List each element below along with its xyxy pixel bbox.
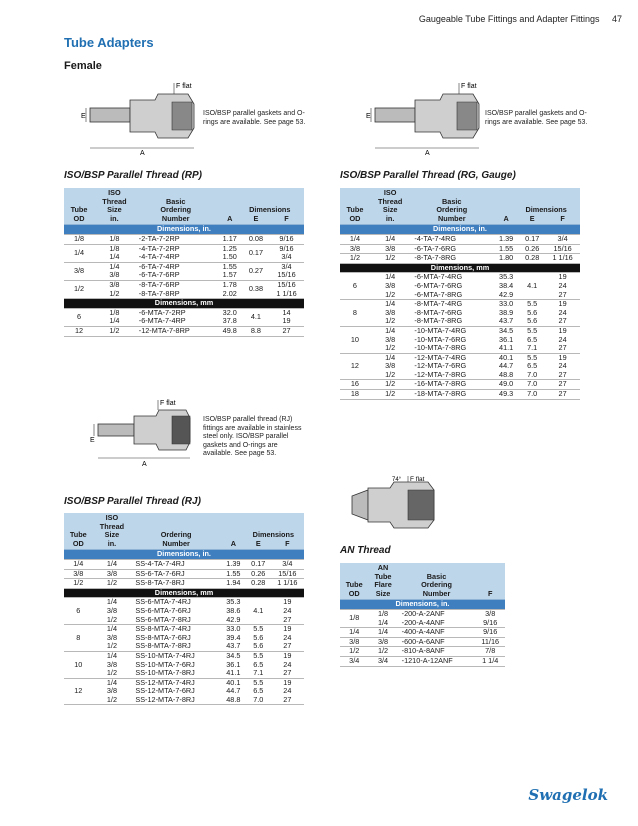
table-cell: 27: [545, 390, 580, 400]
table-row: [340, 628, 505, 638]
table-cell: 1/4: [340, 234, 370, 244]
table-row: [64, 625, 304, 652]
col-tube-od: Tube OD: [64, 513, 93, 550]
table-row: [340, 656, 505, 666]
table-cell: 4.1: [246, 598, 271, 625]
table-cell: 49.3: [493, 390, 519, 400]
table-cell: -6-TA-7-4RP -6-TA-7-6RP: [135, 262, 217, 280]
table-cell: 1/4: [370, 234, 411, 244]
fitting-diagram-an: [342, 474, 452, 536]
table-cell: 1.55: [221, 569, 246, 579]
table-cell: 1/4 3/8 1/2: [93, 625, 132, 652]
table-cell: -18-MTA-7-8RG: [410, 390, 493, 400]
flat-label: F flat: [410, 476, 425, 483]
table-cell: 1/8 1/4: [94, 308, 135, 326]
col-ordering: Basic Ordering Number: [398, 563, 476, 600]
table-cell: 1/4 3/8 1/2: [370, 273, 411, 300]
table-cell: -400-A-4ANF: [398, 628, 476, 638]
col-iso-size: ISO Thread Size in.: [370, 188, 411, 225]
units-band: [64, 225, 304, 235]
table-cell: 3/4: [545, 234, 580, 244]
table-cell: 3/4 15/16: [269, 262, 304, 280]
flat-label: F flat: [176, 83, 192, 90]
table-cell: 34.5 36.1 41.1: [221, 651, 246, 678]
table-cell: 7.0: [519, 380, 545, 390]
table-cell: 1 1/16: [271, 579, 304, 589]
swagelok-logo: Swagelok: [528, 786, 608, 804]
table-cell: SS-8-MTA-7-4RJ SS-8-MTA-7-6RJ SS-8-MTA-7-8RJ: [131, 625, 221, 652]
table-cell: -600-A-6ANF: [398, 637, 476, 647]
table-cell: 33.0 38.9 43.7: [493, 300, 519, 327]
table-cell: 35.3 38.4 42.9: [493, 273, 519, 300]
table-cell: 3/8: [340, 637, 368, 647]
table-row: [340, 609, 505, 627]
table-cell: 27: [545, 380, 580, 390]
table-cell: 1 1/16: [545, 254, 580, 264]
table-cell: 8.8: [243, 326, 269, 336]
table-cell: 1.80: [493, 254, 519, 264]
table-cell: SS-6-MTA-7-4RJ SS-6-MTA-7-6RJ SS-6-MTA-7-8RJ: [131, 598, 221, 625]
units-band-label: Dimensions, mm: [64, 588, 304, 598]
page-number: 47: [611, 14, 622, 24]
table-cell: 0.27: [243, 262, 269, 280]
table-cell: 3/8: [64, 262, 94, 280]
table-cell: 1/8: [340, 609, 368, 627]
table-cell: 12: [64, 678, 93, 705]
table-cell: 9/16: [475, 628, 505, 638]
table-cell: 5.5 6.5 7.1: [246, 651, 271, 678]
a-label: A: [142, 461, 147, 468]
table-cell: 6: [340, 273, 370, 300]
col-f: F: [545, 188, 580, 225]
rp-table: [64, 188, 304, 337]
an-table-title: AN Thread: [340, 545, 391, 556]
units-band-label: Dimensions, mm: [340, 263, 580, 273]
table-row: [64, 598, 304, 625]
table-cell: 32.0 37.8: [217, 308, 243, 326]
table-cell: 27: [269, 326, 304, 336]
table-cell: 3/8: [368, 637, 397, 647]
table-row: [340, 234, 580, 244]
table-cell: -10-MTA-7-4RG -10-MTA-7-6RG -10-MTA-7-8RG: [410, 326, 493, 353]
table-cell: 3/8: [340, 244, 370, 254]
table-row: [64, 308, 304, 326]
e-label: E: [90, 437, 95, 444]
table-cell: 5.5 5.6 5.6: [246, 625, 271, 652]
table-cell: -6-MTA-7-4RG -6-MTA-7-6RG -6-MTA-7-8RG: [410, 273, 493, 300]
header-title: Gaugeable Tube Fittings and Adapter Fittings: [418, 14, 600, 24]
table-cell: 1/4: [64, 559, 93, 569]
table-cell: 49.8: [217, 326, 243, 336]
table-cell: 10: [340, 326, 370, 353]
col-a: Dimensions A: [493, 188, 519, 225]
table-cell: 1/8: [94, 234, 135, 244]
table-row: [64, 262, 304, 280]
table-cell: 9/16: [269, 234, 304, 244]
table-cell: 0.28: [246, 579, 271, 589]
table-cell: 1.39: [493, 234, 519, 244]
table-cell: 1/2: [370, 380, 411, 390]
table-cell: -4-TA-7-2RP -4-TA-7-4RP: [135, 244, 217, 262]
table-cell: 1.55 1.57: [217, 262, 243, 280]
angle-label: 74°: [392, 477, 402, 483]
fitting-diagram-rp: [80, 78, 200, 156]
rp-table-body: [64, 225, 304, 336]
units-band-label: Dimensions, in.: [64, 550, 304, 560]
table-cell: 4.1: [243, 308, 269, 326]
col-an-size: AN Tube Flare Size: [368, 563, 397, 600]
table-cell: 8: [340, 300, 370, 327]
table-cell: 1 1/4: [475, 656, 505, 666]
col-e: E: [243, 188, 269, 225]
table-cell: -12-MTA-7-8RP: [135, 326, 217, 336]
table-cell: -810-A-8ANF: [398, 647, 476, 657]
fitting-diagram-rj: [90, 398, 200, 468]
table-cell: SS-6-TA-7-6RJ: [131, 569, 221, 579]
units-band: [340, 225, 580, 235]
table-cell: 1/2: [94, 326, 135, 336]
table-cell: 5.5 6.5 7.0: [519, 353, 545, 380]
e-label: E: [81, 113, 86, 120]
table-cell: 1.39: [221, 559, 246, 569]
table-cell: 40.1 44.7 48.8: [221, 678, 246, 705]
table-cell: 1/4: [93, 559, 132, 569]
col-ordering: Basic Ordering Number: [410, 188, 493, 225]
table-row: [64, 651, 304, 678]
table-cell: SS-12-MTA-7-4RJ SS-12-MTA-7-6RJ SS-12-MTA-7-8RJ: [131, 678, 221, 705]
col-tube-od: Tube OD: [340, 563, 368, 600]
rj-table: [64, 513, 304, 705]
table-row: [340, 300, 580, 327]
table-cell: 5.5 6.5 7.1: [519, 326, 545, 353]
table-cell: 7.0: [519, 390, 545, 400]
table-cell: 19 24 27: [545, 273, 580, 300]
table-cell: 19 24 27: [271, 625, 304, 652]
table-cell: 0.17: [243, 244, 269, 262]
table-cell: 15/16: [271, 569, 304, 579]
col-ordering: Ordering Number: [131, 513, 221, 550]
table-cell: 1/4 3/8 1/2: [370, 300, 411, 327]
section-title: Tube Adapters: [64, 35, 154, 50]
subsection-title: Female: [64, 60, 102, 72]
table-cell: 4.1: [519, 273, 545, 300]
table-cell: -6-MTA-7-2RP -6-MTA-7-4RP: [135, 308, 217, 326]
table-row: [340, 254, 580, 264]
note-iso-bsp-right: ISO/BSP parallel gaskets and O-rings are available. See page 53.: [485, 110, 588, 126]
table-cell: 0.08: [243, 234, 269, 244]
table-cell: 15/16: [545, 244, 580, 254]
table-cell: 34.5 36.1 41.1: [493, 326, 519, 353]
col-tube-od: Tube OD: [340, 188, 370, 225]
table-cell: -8-MTA-7-4RG -8-MTA-7-6RG -8-MTA-7-8RG: [410, 300, 493, 327]
table-row: [340, 390, 580, 400]
table-cell: 1/2: [370, 254, 411, 264]
rp-table-title: ISO/BSP Parallel Thread (RP): [64, 170, 203, 181]
table-cell: 1/2: [340, 647, 368, 657]
table-cell: 3/8 1/2: [94, 280, 135, 298]
table-cell: -8-TA-7-8RG: [410, 254, 493, 264]
table-cell: 9/16 3/4: [269, 244, 304, 262]
table-cell: -2-TA-7-2RP: [135, 234, 217, 244]
rg-table: [340, 188, 580, 400]
table-row: [64, 678, 304, 705]
note-rj: ISO/BSP parallel thread (RJ) fittings are available in stainless steel only. ISO/BSP parallel gaskets and O-rings are available. See page 53.: [203, 416, 302, 457]
table-cell: 3/8: [370, 244, 411, 254]
col-iso-size: ISO Thread Size in.: [93, 513, 132, 550]
table-cell: 0.26: [519, 244, 545, 254]
table-cell: 1.78 2.02: [217, 280, 243, 298]
table-cell: 1/2: [93, 579, 132, 589]
table-row: [340, 647, 505, 657]
table-cell: 15/16 1 1/16: [269, 280, 304, 298]
table-cell: -4-TA-7-4RG: [410, 234, 493, 244]
rg-table-title: ISO/BSP Parallel Thread (RG, Gauge): [340, 170, 516, 181]
col-tube-od: Tube OD: [64, 188, 94, 225]
table-cell: 1.25 1.50: [217, 244, 243, 262]
table-cell: 1.55: [493, 244, 519, 254]
table-cell: 0.26: [246, 569, 271, 579]
table-cell: 1/4: [368, 628, 397, 638]
table-row: [340, 353, 580, 380]
table-cell: SS-4-TA-7-4RJ: [131, 559, 221, 569]
table-cell: 1.94: [221, 579, 246, 589]
units-band: [64, 299, 304, 309]
table-cell: 49.0: [493, 380, 519, 390]
table-cell: 1/8 1/4: [368, 609, 397, 627]
table-cell: 3/8 9/16: [475, 609, 505, 627]
col-f: F: [271, 513, 304, 550]
col-e: E: [246, 513, 271, 550]
table-cell: 3/8: [64, 569, 93, 579]
table-cell: 3/4: [340, 656, 368, 666]
a-label: A: [140, 150, 145, 156]
table-cell: 1/2: [64, 579, 93, 589]
table-cell: 1/2: [340, 254, 370, 264]
table-cell: 33.0 39.4 43.7: [221, 625, 246, 652]
table-cell: 0.38: [243, 280, 269, 298]
table-cell: 1/4: [64, 244, 94, 262]
table-cell: 0.28: [519, 254, 545, 264]
units-band-label: Dimensions, in.: [340, 225, 580, 235]
a-label: A: [425, 150, 430, 156]
table-cell: 1/4 3/8: [94, 262, 135, 280]
table-cell: 7/8: [475, 647, 505, 657]
table-cell: 1/4 3/8 1/2: [93, 598, 132, 625]
page-header: [419, 14, 622, 24]
table-cell: 8: [64, 625, 93, 652]
table-cell: 35.3 38.6 42.9: [221, 598, 246, 625]
table-cell: 14 19: [269, 308, 304, 326]
table-cell: 18: [340, 390, 370, 400]
note-iso-bsp-left: ISO/BSP parallel gaskets and O-rings are available. See page 53.: [203, 110, 306, 126]
table-cell: 6: [64, 598, 93, 625]
table-cell: 3/4: [368, 656, 397, 666]
rj-table-title: ISO/BSP Parallel Thread (RJ): [64, 496, 201, 507]
table-cell: -8-TA-7-6RP -8-TA-7-8RP: [135, 280, 217, 298]
table-cell: -200-A-2ANF -200-A-4ANF: [398, 609, 476, 627]
an-table-body: [340, 600, 505, 666]
table-row: [64, 280, 304, 298]
table-cell: 1/8 1/4: [94, 244, 135, 262]
table-row: [340, 244, 580, 254]
table-cell: SS-10-MTA-7-4RJ SS-10-MTA-7-6RJ SS-10-MTA-7-8RJ: [131, 651, 221, 678]
table-cell: 1.17: [217, 234, 243, 244]
table-cell: 5.5 5.6 5.6: [519, 300, 545, 327]
col-iso-size: ISO Thread Size in.: [94, 188, 135, 225]
table-row: [340, 326, 580, 353]
units-band-label: Dimensions, in.: [340, 600, 505, 610]
table-cell: 40.1 44.7 48.8: [493, 353, 519, 380]
table-cell: 1/4: [340, 628, 368, 638]
table-cell: 16: [340, 380, 370, 390]
table-cell: 12: [340, 353, 370, 380]
table-cell: 3/8: [93, 569, 132, 579]
table-cell: -6-TA-7-6RG: [410, 244, 493, 254]
table-cell: -12-MTA-7-4RG -12-MTA-7-6RG -12-MTA-7-8RG: [410, 353, 493, 380]
table-row: [340, 273, 580, 300]
col-f: F: [269, 188, 304, 225]
an-table: [340, 563, 505, 667]
fitting-diagram-rg: [365, 78, 485, 156]
table-cell: 19 24 27: [545, 326, 580, 353]
table-row: [64, 559, 304, 569]
e-label: E: [366, 113, 371, 120]
col-ordering: Basic Ordering Number: [135, 188, 217, 225]
table-cell: 19 24 27: [271, 678, 304, 705]
table-row: [64, 234, 304, 244]
table-cell: 1/2: [64, 280, 94, 298]
flat-label: F flat: [160, 400, 176, 407]
col-a: Dimensions A: [217, 188, 243, 225]
table-cell: 3/4: [271, 559, 304, 569]
rj-table-body: [64, 550, 304, 705]
table-cell: 1/4 3/8 1/2: [93, 678, 132, 705]
col-f: F: [475, 563, 505, 600]
table-row: [64, 244, 304, 262]
col-a: Dimensions A: [221, 513, 246, 550]
table-cell: 1/2: [370, 390, 411, 400]
table-cell: 1/4 3/8 1/2: [370, 353, 411, 380]
table-cell: 6: [64, 308, 94, 326]
table-cell: -1210-A-12ANF: [398, 656, 476, 666]
units-band-label: Dimensions, mm: [64, 299, 304, 309]
table-row: [64, 579, 304, 589]
table-cell: 0.17: [246, 559, 271, 569]
table-cell: 19 24 27: [271, 598, 304, 625]
table-cell: 19 24 27: [271, 651, 304, 678]
rg-table-body: [340, 225, 580, 399]
table-cell: 10: [64, 651, 93, 678]
table-cell: 12: [64, 326, 94, 336]
table-cell: 1/4 3/8 1/2: [93, 651, 132, 678]
table-cell: 1/2: [368, 647, 397, 657]
table-cell: 0.17: [519, 234, 545, 244]
table-cell: 5.5 6.5 7.0: [246, 678, 271, 705]
table-cell: 19 24 27: [545, 353, 580, 380]
table-cell: 19 24 27: [545, 300, 580, 327]
table-cell: 11/16: [475, 637, 505, 647]
flat-label: F flat: [461, 83, 477, 90]
table-cell: 1/8: [64, 234, 94, 244]
table-cell: 1/4 3/8 1/2: [370, 326, 411, 353]
units-band-label: Dimensions, in.: [64, 225, 304, 235]
col-e: E: [519, 188, 545, 225]
table-row: [64, 326, 304, 336]
table-cell: SS-8-TA-7-8RJ: [131, 579, 221, 589]
table-cell: -16-MTA-7-8RG: [410, 380, 493, 390]
